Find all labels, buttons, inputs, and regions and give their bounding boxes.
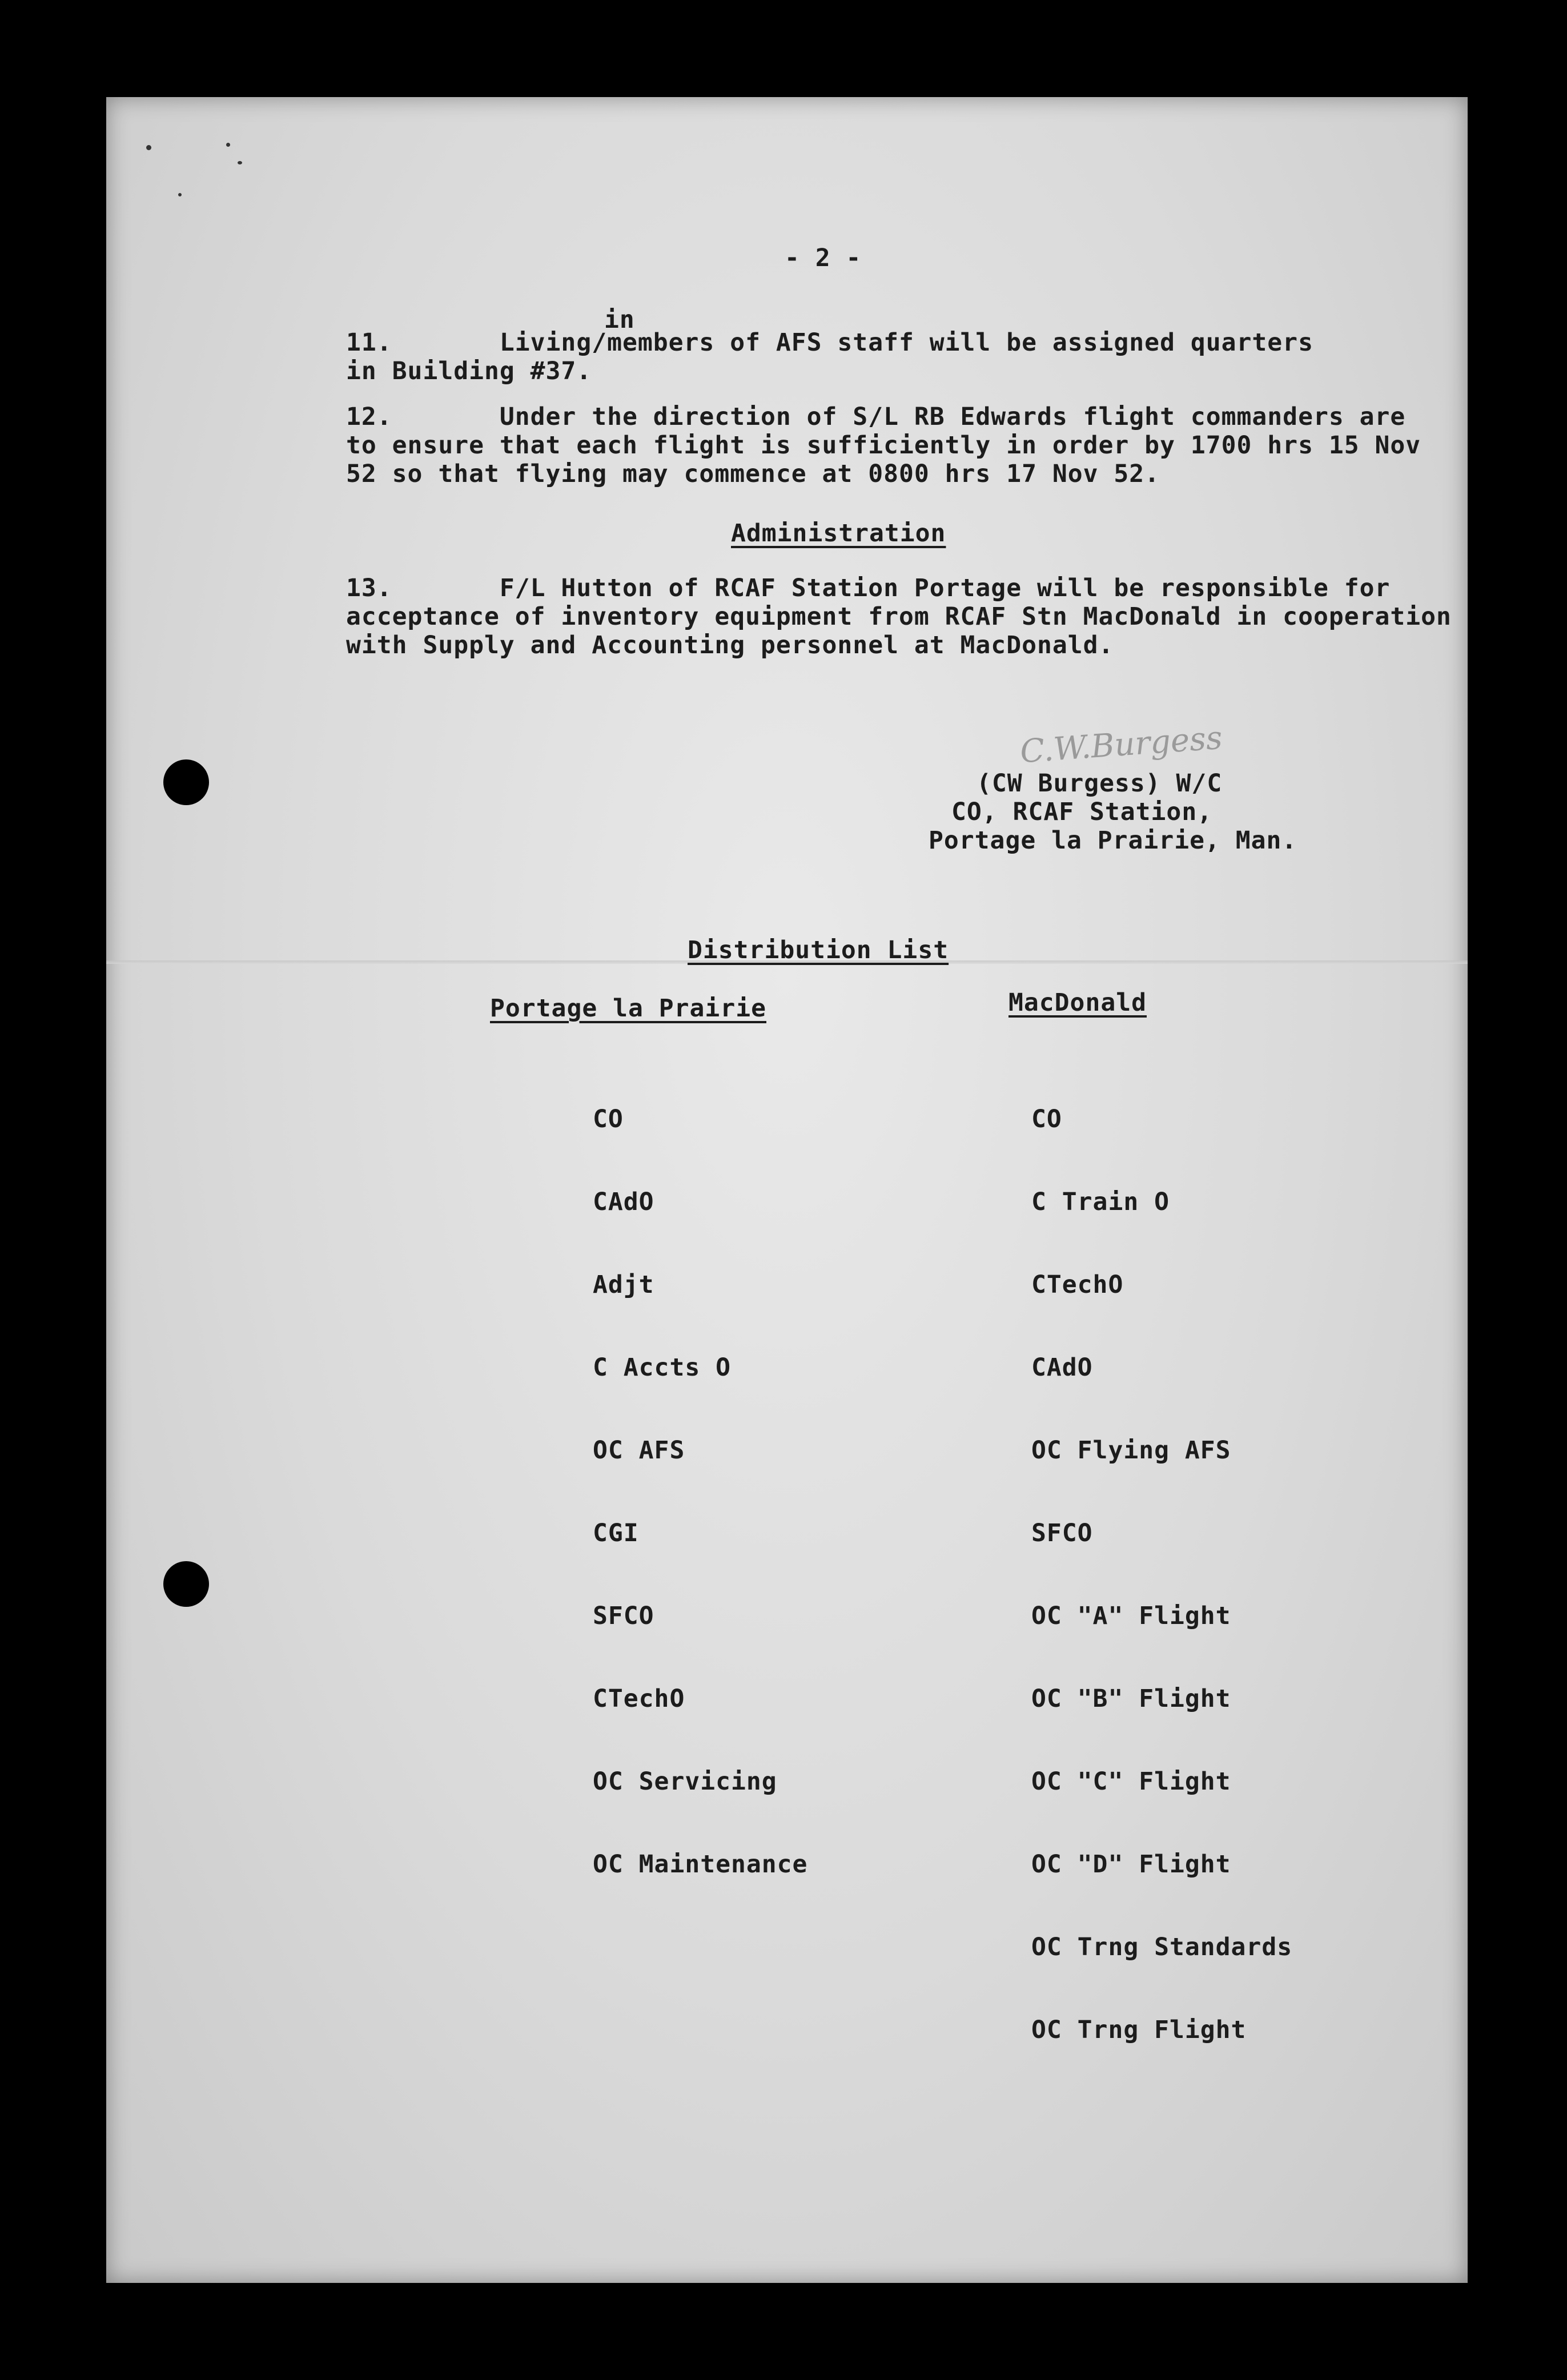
distribution-left-heading: Portage la Prairie bbox=[490, 994, 766, 1023]
list-item: OC Servicing bbox=[593, 1767, 777, 1796]
list-item: CO bbox=[1031, 1105, 1062, 1133]
ink-speck bbox=[226, 143, 230, 147]
signatory-location: Portage la Prairie, Man. bbox=[929, 826, 1297, 855]
list-item: OC Trng Standards bbox=[1031, 1933, 1293, 1961]
punch-hole-lower bbox=[163, 1561, 209, 1607]
paragraph-11-insertion: in bbox=[604, 305, 635, 334]
list-item: OC "D" Flight bbox=[1031, 1850, 1231, 1879]
list-item: OC "C" Flight bbox=[1031, 1767, 1231, 1796]
ink-speck bbox=[238, 161, 242, 164]
list-item: CTechO bbox=[593, 1685, 685, 1713]
list-item: CO bbox=[593, 1105, 624, 1133]
list-item: OC Flying AFS bbox=[1031, 1436, 1231, 1465]
paragraph-11-line-1: 11. Living/members of AFS staff will be assigned quarters bbox=[346, 328, 1313, 357]
signatory-name: (CW Burgess) W/C bbox=[977, 769, 1223, 798]
list-item: OC AFS bbox=[593, 1436, 685, 1465]
list-item: OC "A" Flight bbox=[1031, 1602, 1231, 1630]
handwritten-signature: C.W.Burgess bbox=[1019, 719, 1224, 771]
list-item: C Train O bbox=[1031, 1188, 1170, 1216]
document-page bbox=[106, 97, 1468, 2283]
ink-speck bbox=[178, 193, 182, 196]
list-item: SFCO bbox=[593, 1602, 654, 1630]
paragraph-12-line-3: 52 so that flying may commence at 0800 hrs 17 Nov 52. bbox=[346, 460, 1160, 488]
distribution-right-heading: MacDonald bbox=[1008, 988, 1147, 1017]
signatory-title: CO, RCAF Station, bbox=[951, 798, 1213, 826]
list-item: CTechO bbox=[1031, 1271, 1124, 1299]
paragraph-11-line-2: in Building #37. bbox=[346, 357, 592, 385]
paragraph-13-line-2: acceptance of inventory equipment from RCAF Stn MacDonald in cooperation bbox=[346, 602, 1452, 631]
list-item: OC Maintenance bbox=[593, 1850, 808, 1879]
administration-heading: Administration bbox=[731, 519, 946, 548]
paragraph-12-line-2: to ensure that each flight is sufficiently in order by 1700 hrs 15 Nov bbox=[346, 431, 1421, 460]
paragraph-13-line-1: 13. F/L Hutton of RCAF Station Portage will be responsible for bbox=[346, 574, 1391, 602]
punch-hole-upper bbox=[163, 759, 209, 805]
list-item: CAdO bbox=[1031, 1353, 1093, 1382]
distribution-list-heading: Distribution List bbox=[688, 936, 949, 964]
list-item: OC "B" Flight bbox=[1031, 1685, 1231, 1713]
list-item: Adjt bbox=[593, 1271, 654, 1299]
distribution-right-list bbox=[1031, 1051, 1292, 2099]
list-item: C Accts O bbox=[593, 1353, 731, 1382]
list-item: CAdO bbox=[593, 1188, 654, 1216]
paragraph-12-line-1: 12. Under the direction of S/L RB Edwards flight commanders are bbox=[346, 403, 1406, 431]
ink-speck bbox=[146, 145, 151, 150]
page-number: - 2 - bbox=[785, 244, 862, 272]
list-item: CGI bbox=[593, 1519, 639, 1547]
list-item: SFCO bbox=[1031, 1519, 1093, 1547]
paragraph-13-line-3: with Supply and Accounting personnel at MacDonald. bbox=[346, 631, 1114, 660]
list-item: OC Trng Flight bbox=[1031, 2016, 1247, 2044]
distribution-left-list bbox=[593, 1051, 807, 1933]
